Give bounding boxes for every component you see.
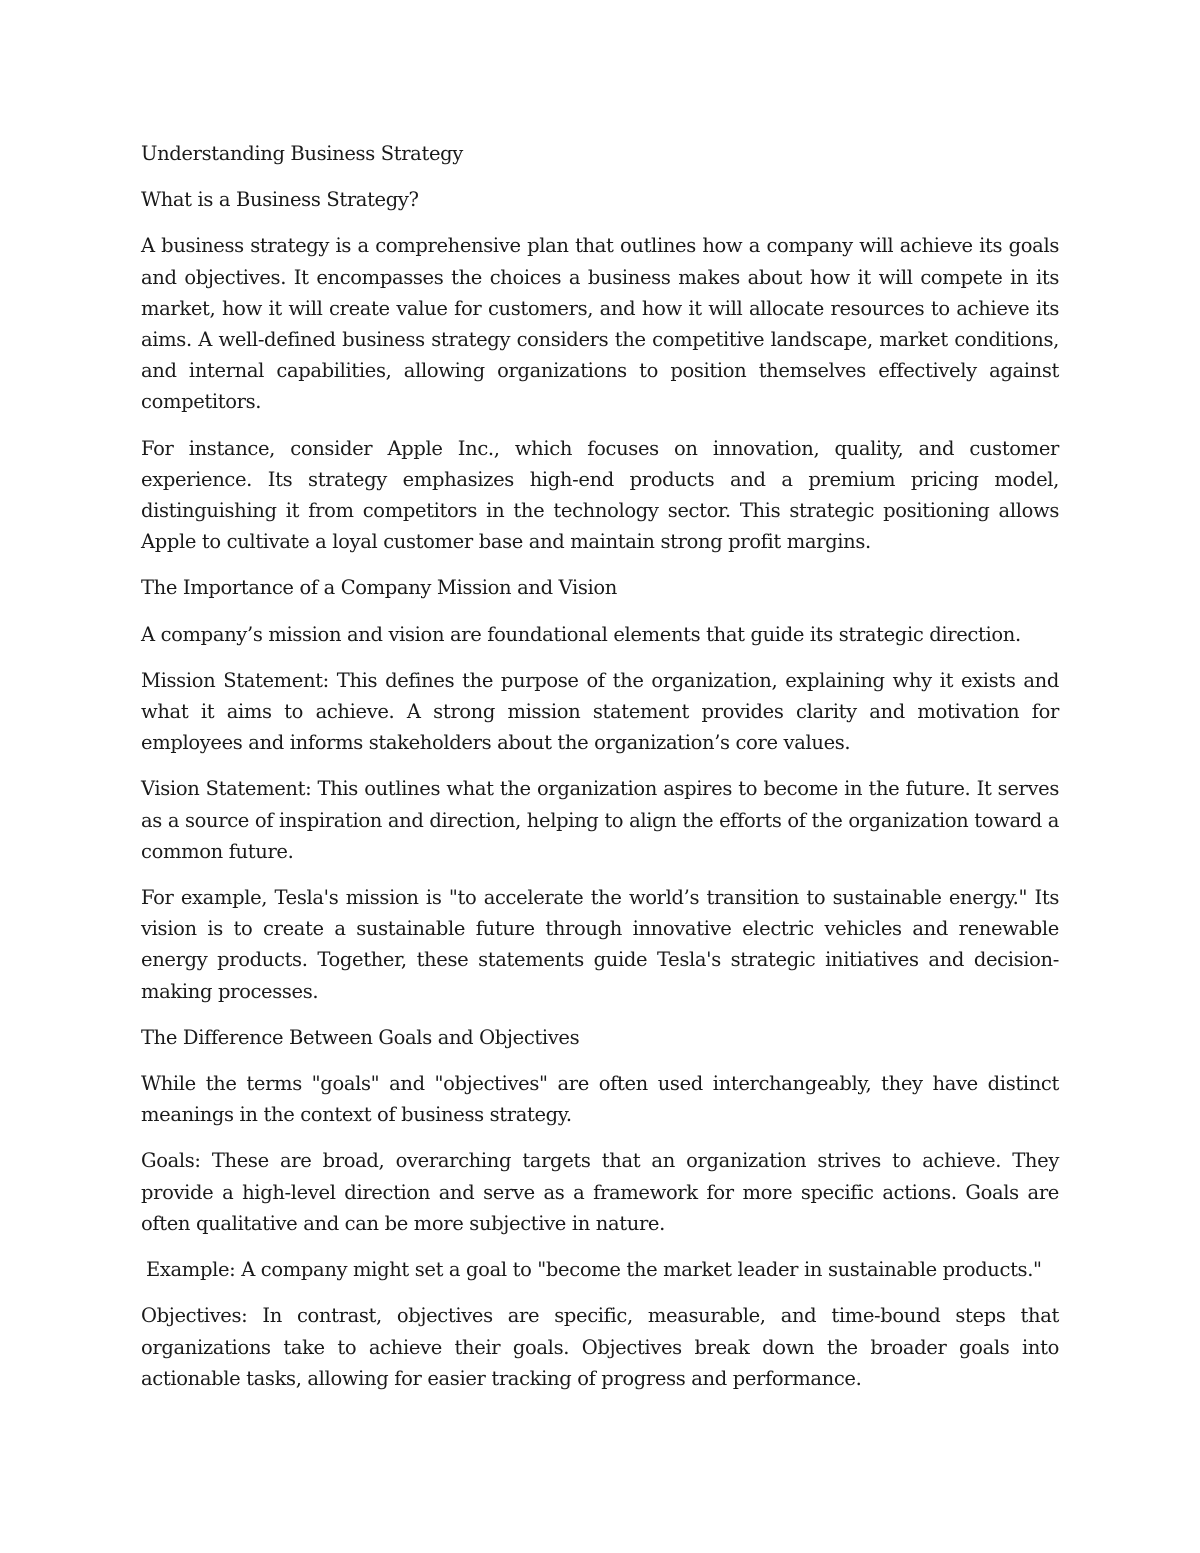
document-title: Understanding Business Strategy (141, 142, 463, 165)
document-page (141, 138, 1059, 1409)
section-heading-mission-vision: The Importance of a Company Mission and Vision (141, 576, 617, 600)
paragraph-goal-example: Example: A company might set a goal to "become the market leader in sustainable products." (146, 1258, 1042, 1282)
paragraph-mission-vision-intro: A company’s mission and vision are foundational elements that guide its strategic direction. (141, 622, 1021, 646)
paragraph-vision-statement: Vision Statement: This outlines what the organization aspires to become in the future. It serves as a source of inspiration and direction, helping to align the efforts of the organization toward a common future. (141, 777, 1059, 863)
section-heading-business-strategy: What is a Business Strategy? (141, 188, 419, 212)
paragraph-tesla-example: For example, Tesla's mission is "to accelerate the world’s transition to sustainable energy." Its vision is to create a sustainable future through innovative electric vehicles and renewable energy products. Together, these statements guide Tesla's strategic initiatives and decision-making processes. (141, 886, 1059, 1003)
paragraph-mission-statement: Mission Statement: This defines the purpose of the organization, explaining why it exists and what it aims to achieve. A strong mission statement provides clarity and motivation for employees and informs stakeholders about the organization’s core values. (141, 668, 1059, 755)
section-heading-goals-objectives: The Difference Between Goals and Objectives (141, 1025, 580, 1049)
paragraph-objectives-definition: Objectives: In contrast, objectives are specific, measurable, and time-bound steps that organizations take to achieve their goals. Objectives break down the broader goals into actionable tasks, allowing for easier tracking of progress and performance. (141, 1304, 1059, 1390)
paragraph-goals-objectives-intro: While the terms "goals" and "objectives" are often used interchangeably, they have distinct meanings in the context of business strategy. (141, 1072, 1059, 1127)
paragraph-apple-example: For instance, consider Apple Inc., which focuses on innovation, quality, and customer experience. Its strategy emphasizes high-end products and a premium pricing model, distinguishing it from competitors in the technology sector. This strategic positioning allows Apple to cultivate a loyal customer base and maintain strong profit margins. (141, 436, 1059, 554)
paragraph-goals-definition: Goals: These are broad, overarching targets that an organization strives to achieve. They provide a high-level direction and serve as a framework for more specific actions. Goals are often qualitative and can be more subjective in nature. (141, 1149, 1059, 1235)
paragraph-strategy-definition: A business strategy is a comprehensive plan that outlines how a company will achieve its goals and objectives. It encompasses the choices a business makes about how it will compete in its market, how it will create value for customers, and how it will allocate resources to achieve its aims. A well-defined business strategy considers the competitive landscape, market conditions, and internal capabilities, allowing organizations to position themselves effectively against competitors. (141, 234, 1059, 414)
